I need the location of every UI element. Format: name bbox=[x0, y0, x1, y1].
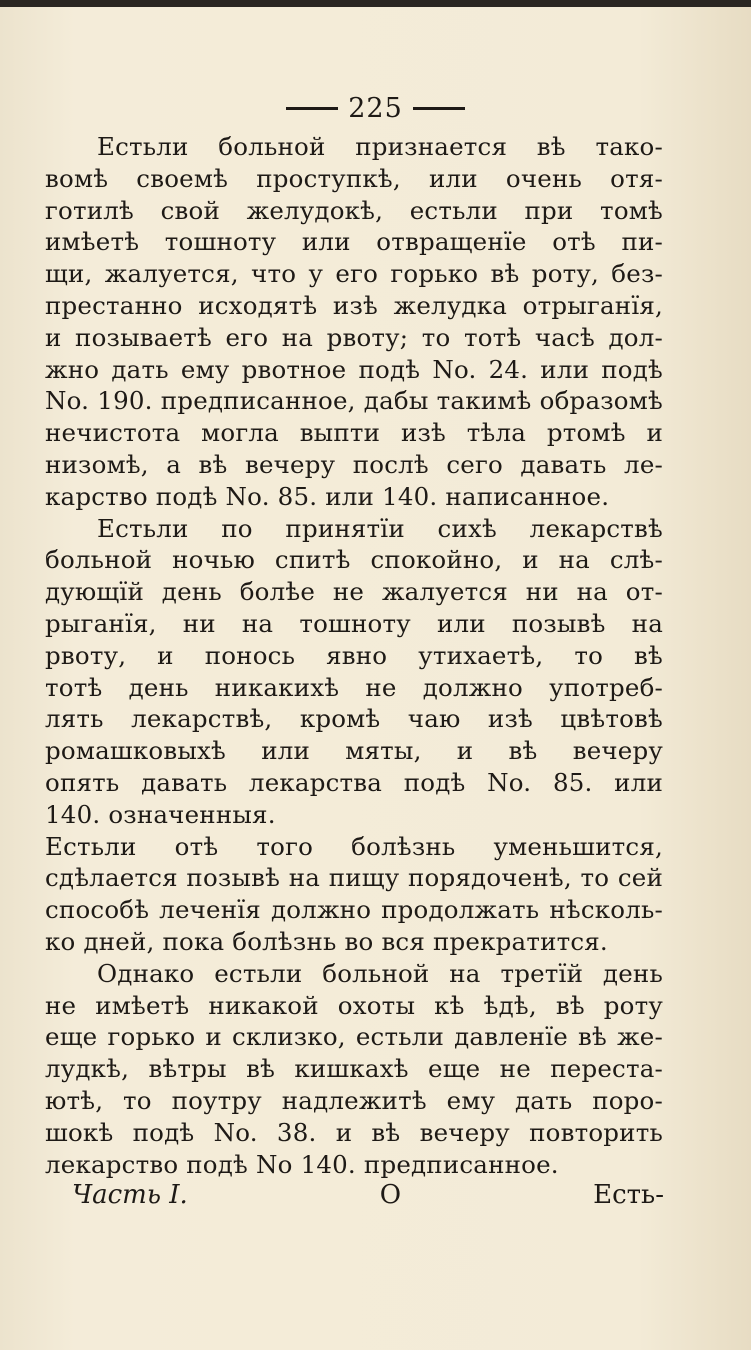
text-line: тотѣ день никакихѣ не должно употреб- bbox=[45, 672, 663, 702]
text-line: Естьли по принятїи сихѣ лекарствѣ bbox=[97, 513, 663, 543]
text-line: больной ночью спитѣ спокойно, и на слѣ- bbox=[45, 545, 663, 575]
paragraph bbox=[45, 513, 663, 831]
text-line: лекарство подѣ No 140. предписанное. bbox=[45, 1149, 559, 1179]
paragraph bbox=[45, 831, 663, 958]
text-line: еще горько и склизко, естьли давленїе вѣ же- bbox=[45, 1022, 663, 1052]
page-number: 225 bbox=[348, 93, 403, 124]
catchword: Есть- bbox=[593, 1180, 664, 1210]
text-line: и позываетѣ его на рвоту; то тотѣ часѣ дол- bbox=[45, 322, 663, 352]
text-line: лять лекарствѣ, кромѣ чаю изѣ цвѣтовѣ bbox=[45, 704, 663, 734]
text-line: Однако естьли больной на третїй день bbox=[97, 958, 663, 988]
text-line: низомѣ, а вѣ вечеру послѣ сего давать ле- bbox=[45, 449, 663, 479]
text-line: No. 190. предписанное, дабы такимѣ образомѣ bbox=[45, 386, 663, 416]
text-line: шокѣ подѣ No. 38. и вѣ вечеру повторить bbox=[45, 1117, 663, 1147]
text-line: опять давать лекарства подѣ No. 85. или bbox=[45, 767, 663, 797]
text-line: жно дать ему рвотное подѣ No. 24. или подѣ bbox=[45, 354, 663, 384]
signature-volume: Часть I. bbox=[72, 1180, 188, 1210]
page-header bbox=[0, 93, 751, 124]
header-rule-right bbox=[413, 107, 465, 110]
text-line: нечистота могла выпти изѣ тѣла ртомѣ и bbox=[45, 418, 663, 448]
text-line: вомѣ своемѣ проступкѣ, или очень отя- bbox=[45, 163, 663, 193]
text-line: рыганїя, ни на тошноту или позывѣ на bbox=[45, 608, 663, 638]
page-footer bbox=[72, 1180, 664, 1210]
text-line: готилѣ свой желудокѣ, естьли при томѣ bbox=[45, 195, 663, 225]
text-line: ютѣ, то поутру надлежитѣ ему дать поро- bbox=[45, 1085, 663, 1115]
text-line: Естьли больной признается вѣ тако- bbox=[97, 132, 663, 161]
paragraph bbox=[45, 958, 663, 1181]
text-line: дующїй день болѣе не жалуется ни на от- bbox=[45, 577, 663, 607]
signature-mark: О bbox=[379, 1180, 402, 1210]
text-line: сдѣлается позывѣ на пищу порядоченѣ, то сей bbox=[45, 863, 663, 893]
text-line: способѣ леченїя должно продолжать нѣсколь- bbox=[45, 895, 663, 925]
text-line: ко дней, пока болѣзнь во вся прекратится. bbox=[45, 926, 608, 956]
text-line: щи, жалуется, что у его горько вѣ роту, без- bbox=[45, 259, 663, 289]
text-line: не имѣетѣ никакой охоты кѣ ѣдѣ, вѣ роту bbox=[45, 990, 663, 1020]
text-line: ромашковыхѣ или мяты, и вѣ вечеру bbox=[45, 736, 663, 766]
text-line: лудкѣ, вѣтры вѣ кишкахѣ еще не переста- bbox=[45, 1054, 663, 1084]
text-line: рвоту, и понось явно утихаетѣ, то вѣ bbox=[45, 640, 663, 670]
text-line: 140. означенныя. bbox=[45, 799, 276, 829]
body-text bbox=[45, 131, 663, 1180]
text-line: престанно исходятѣ изѣ желудка отрыганїя, bbox=[45, 290, 663, 320]
paragraph bbox=[45, 131, 663, 513]
text-line: имѣетѣ тошноту или отвращенїе отѣ пи- bbox=[45, 227, 663, 257]
text-line: Естьли отѣ того болѣзнь уменьшится, bbox=[45, 831, 663, 861]
header-rule-left bbox=[286, 107, 338, 110]
page-top-edge bbox=[0, 0, 751, 7]
text-line: карство подѣ No. 85. или 140. написанное. bbox=[45, 481, 610, 511]
